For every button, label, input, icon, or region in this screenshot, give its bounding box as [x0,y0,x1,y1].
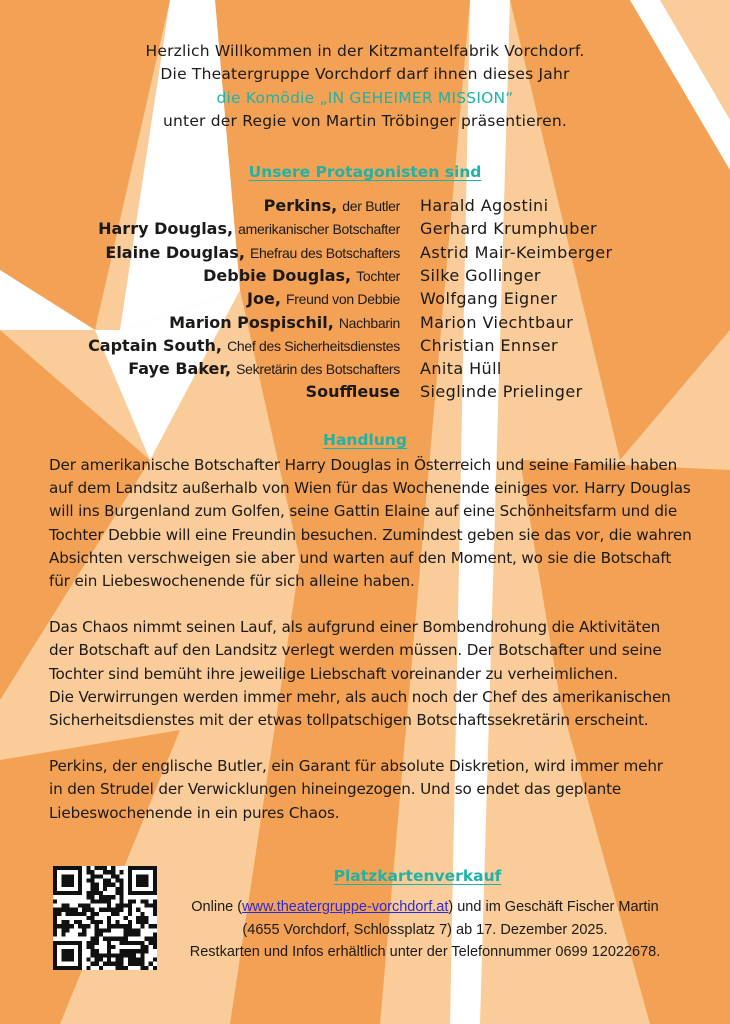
cast-row [0,380,730,403]
role-name: Marion Pospischil, [169,312,334,332]
tickets-info [160,896,690,964]
cast-row [0,357,730,380]
cast-row [0,264,730,287]
role-name: Souffleuse [305,382,400,402]
cast-row [0,241,730,264]
plot-line: Der amerikanische Botschafter Harry Douglas in Österreich und seine Familie haben [49,456,678,474]
cast-heading: Unsere Protagonisten sind [248,163,482,181]
cast-actor: Astrid Mair-Keimberger [420,242,613,262]
cast-actor: Silke Gollinger [420,265,541,285]
role-description: amerikanischer Botschafter [238,221,400,238]
plot-line: Das Chaos nimmt seinen Lauf, als aufgrund einer Bombendrohung die Aktivitäten [49,618,661,637]
role-description: Ehefrau des Botschafters [250,244,400,261]
role-name: Joe, [247,289,281,309]
cast-actor: Christian Ennser [420,335,558,355]
plot-line: der Botschaft auf den Landsitz verlegt werden müssen. Der Botschafter und seine [49,641,662,660]
cast-role [105,241,400,265]
plot-line: Sicherheitsdienstes mit der etwas tollpatschigen Botschaftssekretärin erscheint. [49,711,649,730]
role-name: Debbie Douglas, [203,265,352,285]
cast-role [88,334,400,358]
cast-actor: Wolfgang Eigner [420,289,558,309]
cast-role [169,311,400,335]
plot-line: Tochter sind bemüht ihre jeweilige Liebschaft voreinander zu verheimlichen. [49,664,618,683]
plot-line: Tochter Debbie will eine Freundin besuchen. Zumindest geben sie das vor, die wahren [49,525,692,544]
intro-block [0,40,730,134]
role-name: Harry Douglas, [98,219,234,239]
intro-welcome: Herzlich Willkommen in der Kitzmantelfabrik Vorchdorf. [145,42,585,60]
cast-row [0,334,730,357]
plot-line: Liebeswochenende in ein pures Chaos. [49,803,340,822]
plot-line: Perkins, der englische Butler, ein Garant für absolute Diskretion, wird immer mehr [49,757,663,776]
cast-role [264,194,400,218]
plot-paragraph-1 [49,454,729,593]
role-description: Chef des Sicherheitsdienstes [227,337,400,354]
role-description: Tochter [356,267,400,284]
qr-code-icon [53,866,157,970]
tickets-online-prefix: Online ( [191,899,243,915]
role-name: Faye Baker, [128,359,232,379]
cast-role [306,380,400,403]
cast-role [247,287,400,311]
cast-actor: Marion Viechtbaur [420,312,574,332]
cast-actor: Sieglinde Prielinger [420,382,583,402]
cast-role [203,264,400,288]
role-name: Perkins, [263,196,338,215]
intro-play-title: die Komödie „IN GEHEIMER MISSION“ [216,88,514,107]
cast-role [98,217,400,241]
plot-line: für ein Liebeswochenende für sich alleine haben. [49,572,415,591]
cast-actor: Anita Hüll [420,359,502,379]
cast-actor: Harald Agostini [420,196,549,215]
cast-row [0,311,730,334]
role-description: Sekretärin des Botschafters [236,361,400,378]
plot-line: auf dem Landsitz außerhalb von Wien für das Wochenende einiges vor. Harry Douglas [49,479,691,498]
intro-group: Die Theatergruppe Vorchdorf darf ihnen dieses Jahr [160,65,570,84]
tickets-line-online [160,896,690,919]
tickets-phone: Restkarten und Infos erhältlich unter der Telefonnummer 0699 12022678. [189,944,661,960]
plot-line: Absichten verschweigen sie aber und warten auf den Moment, wo sie die Botschaft [49,548,672,567]
cast-row [0,287,730,310]
plot-paragraph-2 [49,616,729,732]
cast-row [0,217,730,240]
plot-line: in den Strudel der Verwicklungen hineingezogen. Und so endet das geplante [49,780,622,799]
tickets-shop-text: ) und im Geschäft Fischer Martin [448,899,659,915]
plot-text [49,454,729,848]
cast-role [128,357,400,381]
cast-row [0,194,730,217]
cast-actor: Gerhard Krumphuber [420,219,598,239]
tickets-address: (4655 Vorchdorf, Schlossplatz 7) ab 17. Dezember 2025. [242,921,608,938]
role-description: Freund von Debbie [286,291,400,308]
intro-director: unter der Regie von Martin Tröbinger präsentieren. [163,112,567,131]
website-link[interactable]: www.theatergruppe-vorchdorf.at [242,899,449,915]
plot-line: will ins Burgenland zum Golfen, seine Gattin Elaine auf eine Schönheitsfarm und die [49,502,678,521]
role-description: Nachbarin [338,314,400,331]
role-name: Captain South, [88,335,222,355]
tickets-heading: Platzkartenverkauf [333,867,502,885]
plot-paragraph-3 [49,755,729,825]
role-name: Elaine Douglas, [105,242,245,262]
role-description: der Butler [342,198,400,214]
plot-line: Die Verwirrungen werden immer mehr, als auch noch der Chef des amerikanischen [49,687,671,706]
plot-heading: Handlung [322,431,408,449]
